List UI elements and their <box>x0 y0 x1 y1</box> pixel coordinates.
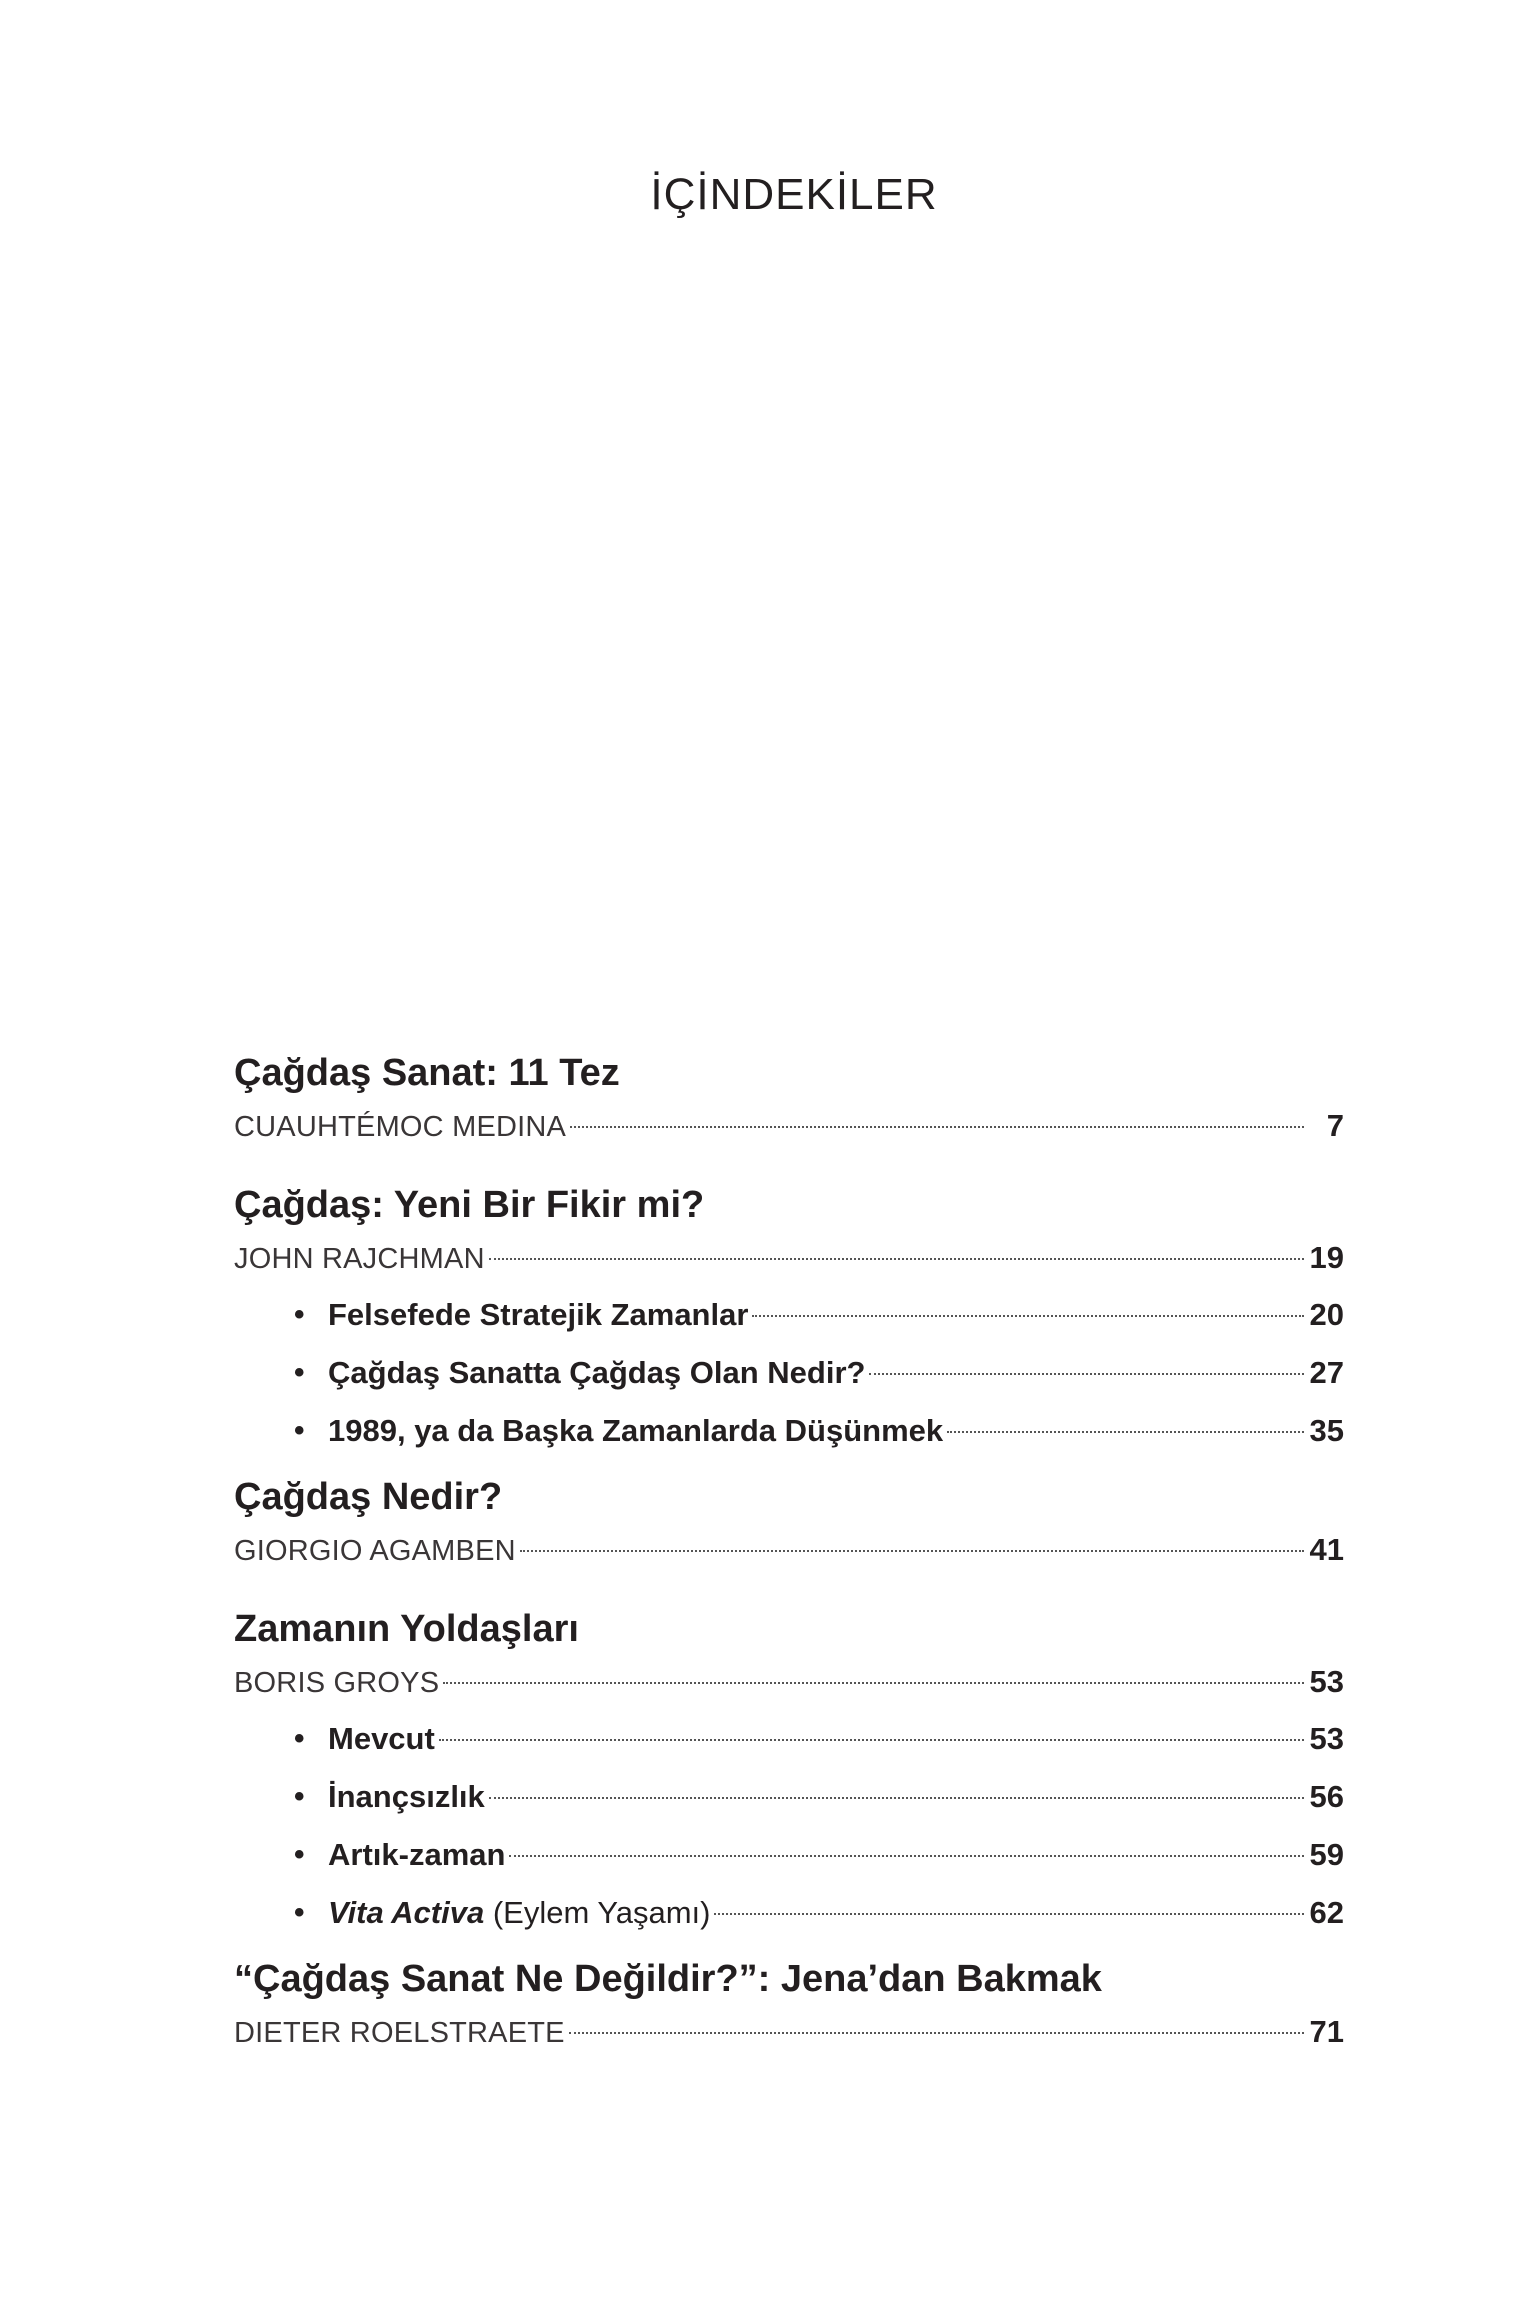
page-number: 56 <box>1309 1779 1344 1814</box>
dot-leader <box>489 1258 1304 1260</box>
subsection-label-rest: (Eylem Yaşamı) <box>484 1895 711 1930</box>
bullet-icon: • <box>294 1298 305 1331</box>
subsection-label: 1989, ya da Başka Zamanlarda Düşünmek <box>328 1413 944 1448</box>
toc-section <box>234 1604 1344 1942</box>
dot-leader <box>439 1739 1304 1741</box>
bullet-icon: • <box>294 1356 305 1389</box>
author-name: GIORGIO AGAMBEN <box>234 1535 516 1567</box>
dot-leader <box>489 1797 1304 1799</box>
dot-leader <box>509 1855 1304 1857</box>
toc-section <box>234 1954 1344 2060</box>
page-number: 20 <box>1309 1297 1344 1332</box>
subsection-label: Çağdaş Sanatta Çağdaş Olan Nedir? <box>328 1355 866 1390</box>
subsection-entry <box>234 1710 435 1768</box>
dot-leader <box>714 1913 1304 1915</box>
subsection-row[interactable] <box>234 1710 1344 1768</box>
dot-leader <box>869 1373 1304 1375</box>
page-number: 35 <box>1309 1413 1344 1448</box>
toc-section <box>234 1472 1344 1578</box>
page-number: 62 <box>1309 1895 1344 1930</box>
subsection-row[interactable] <box>234 1826 1344 1884</box>
subsection-entry <box>234 1826 505 1884</box>
section-title[interactable]: Çağdaş Nedir? <box>234 1476 503 1518</box>
bullet-icon: • <box>294 1838 305 1871</box>
page-number: 7 <box>1326 1108 1344 1143</box>
section-title[interactable]: “Çağdaş Sanat Ne Değildir?”: Jena’dan Bakmak <box>234 1958 1102 2000</box>
dot-leader <box>443 1682 1304 1684</box>
dot-leader <box>570 1126 1304 1128</box>
subsection-label: Felsefede Stratejik Zamanlar <box>328 1297 749 1332</box>
page-number: 41 <box>1309 1532 1344 1567</box>
author-name: CUAUHTÉMOC MEDINA <box>234 1111 567 1143</box>
subsection-entry <box>234 1344 865 1402</box>
subsection-label-italic: Vita Activa <box>328 1895 485 1930</box>
subsection-label: İnançsızlık <box>328 1779 485 1814</box>
page-number: 53 <box>1309 1664 1344 1699</box>
author-name: BORIS GROYS <box>234 1667 440 1699</box>
subsection-label: Artık-zaman <box>328 1837 506 1872</box>
page-title: İÇİNDEKİLER <box>650 170 938 219</box>
subsection-entry <box>234 1768 485 1826</box>
bullet-icon: • <box>294 1722 305 1755</box>
page-number: 71 <box>1309 2014 1344 2049</box>
subsection-entry <box>234 1402 943 1460</box>
page-number: 53 <box>1309 1721 1344 1756</box>
page-number: 19 <box>1309 1240 1344 1275</box>
author-row[interactable] <box>234 2004 1344 2060</box>
author-row[interactable] <box>234 1230 1344 1286</box>
page-number: 59 <box>1309 1837 1344 1872</box>
author-row[interactable] <box>234 1522 1344 1578</box>
toc-section <box>234 1048 1344 1154</box>
subsection-row[interactable] <box>234 1402 1344 1460</box>
subsection-label: Mevcut <box>328 1721 435 1756</box>
author-row[interactable] <box>234 1098 1344 1154</box>
page-number: 27 <box>1309 1355 1344 1390</box>
author-name: DIETER ROELSTRAETE <box>234 2017 565 2049</box>
subsection-row[interactable] <box>234 1286 1344 1344</box>
bullet-icon: • <box>294 1414 305 1447</box>
subsection-row[interactable] <box>234 1768 1344 1826</box>
bullet-icon: • <box>294 1780 305 1813</box>
subsection-label <box>328 1895 710 1930</box>
table-of-contents <box>234 1048 1344 2060</box>
subsection-entry <box>234 1286 748 1344</box>
section-title[interactable]: Zamanın Yoldaşları <box>234 1608 579 1650</box>
dot-leader <box>569 2032 1304 2034</box>
subsection-row[interactable] <box>234 1884 1344 1942</box>
dot-leader <box>752 1315 1304 1317</box>
bullet-icon: • <box>294 1896 305 1929</box>
dot-leader <box>947 1431 1304 1433</box>
author-name: JOHN RAJCHMAN <box>234 1243 485 1275</box>
dot-leader <box>520 1550 1304 1552</box>
section-title[interactable]: Çağdaş: Yeni Bir Fikir mi? <box>234 1184 705 1226</box>
subsection-entry <box>234 1884 710 1942</box>
toc-section <box>234 1180 1344 1460</box>
author-row[interactable] <box>234 1654 1344 1710</box>
section-title[interactable]: Çağdaş Sanat: 11 Tez <box>234 1052 620 1094</box>
subsection-row[interactable] <box>234 1344 1344 1402</box>
